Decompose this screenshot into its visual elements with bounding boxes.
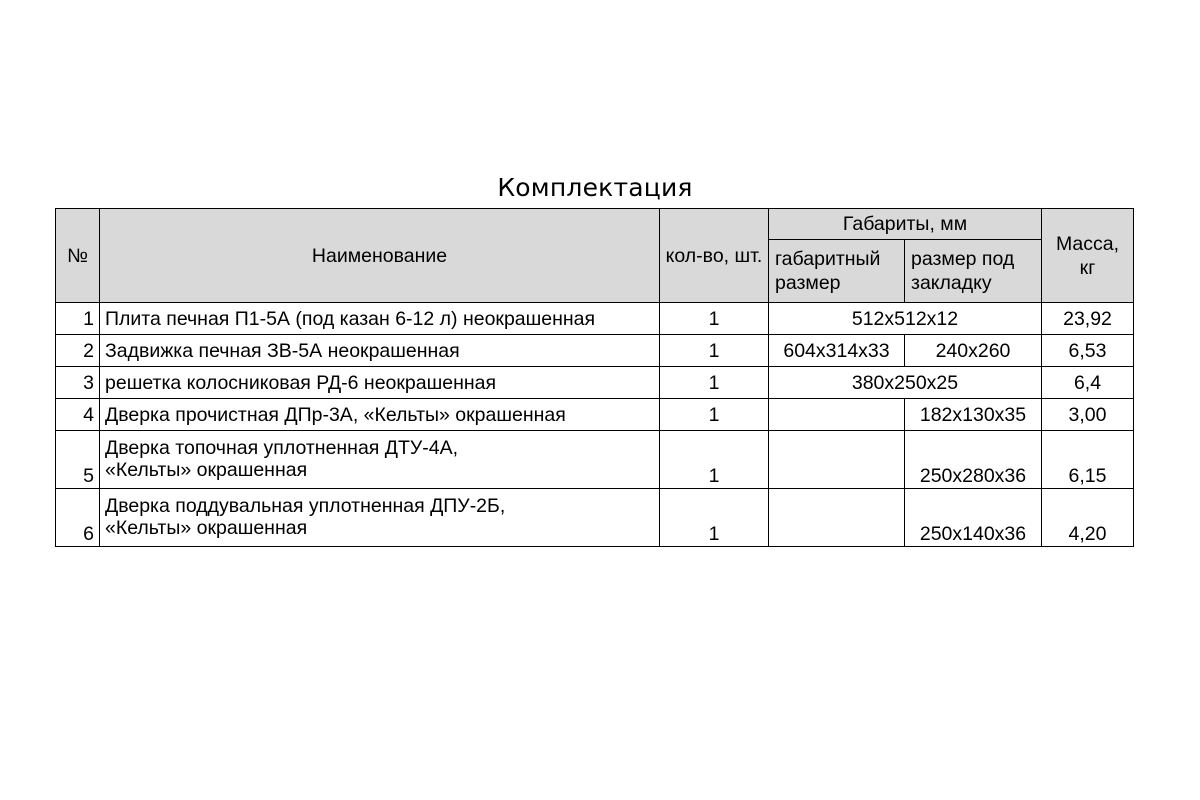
row-mass: 6,4 bbox=[1042, 367, 1134, 399]
row-qty: 1 bbox=[660, 303, 769, 335]
row-mass: 4,20 bbox=[1042, 489, 1134, 547]
header-name: Наименование bbox=[100, 209, 660, 303]
table-body bbox=[56, 303, 1134, 547]
row-dims-merged: 380х250х25 bbox=[769, 367, 1042, 399]
row-qty: 1 bbox=[660, 367, 769, 399]
table-row bbox=[56, 431, 1134, 489]
row-dims-merged: 512х512х12 bbox=[769, 303, 1042, 335]
header-dims-group: Габариты, мм bbox=[769, 209, 1042, 240]
row-num: 5 bbox=[56, 431, 100, 489]
row-qty: 1 bbox=[660, 335, 769, 367]
row-qty: 1 bbox=[660, 399, 769, 431]
table-title: Комплектация bbox=[497, 173, 693, 202]
header-num: № bbox=[56, 209, 100, 303]
row-num: 2 bbox=[56, 335, 100, 367]
row-num: 3 bbox=[56, 367, 100, 399]
row-num: 4 bbox=[56, 399, 100, 431]
row-name: Плита печная П1-5А (под казан 6-12 л) неокрашенная bbox=[100, 303, 660, 335]
row-dims-insert: 250х140х36 bbox=[905, 489, 1042, 547]
row-name: Задвижка печная ЗВ-5А неокрашенная bbox=[100, 335, 660, 367]
row-dims-insert: 250х280х36 bbox=[905, 431, 1042, 489]
table-row bbox=[56, 489, 1134, 547]
header-dims-insert: размер под закладку bbox=[905, 240, 1042, 303]
table-row bbox=[56, 367, 1134, 399]
equipment-table bbox=[55, 208, 1134, 547]
row-dims-overall: 604х314х33 bbox=[769, 335, 905, 367]
row-qty: 1 bbox=[660, 431, 769, 489]
table-row bbox=[56, 303, 1134, 335]
row-num: 1 bbox=[56, 303, 100, 335]
row-dims-overall bbox=[769, 431, 905, 489]
row-mass: 3,00 bbox=[1042, 399, 1134, 431]
row-name: Дверка топочная уплотненная ДТУ-4А, «Кельты» окрашенная bbox=[100, 431, 660, 489]
table-row bbox=[56, 399, 1134, 431]
header-qty: кол-во, шт. bbox=[660, 209, 769, 303]
header-mass: Масса, кг bbox=[1042, 209, 1134, 303]
row-name: Дверка поддувальная уплотненная ДПУ-2Б, «Кельты» окрашенная bbox=[100, 489, 660, 547]
row-mass: 6,53 bbox=[1042, 335, 1134, 367]
table-header bbox=[56, 209, 1134, 303]
row-name: Дверка прочистная ДПр-3А, «Кельты» окрашенная bbox=[100, 399, 660, 431]
header-dims-overall: габаритный размер bbox=[769, 240, 905, 303]
row-qty: 1 bbox=[660, 489, 769, 547]
row-dims-insert: 182х130х35 bbox=[905, 399, 1042, 431]
table-row bbox=[56, 335, 1134, 367]
row-name: решетка колосниковая РД-6 неокрашенная bbox=[100, 367, 660, 399]
row-num: 6 bbox=[56, 489, 100, 547]
row-mass: 23,92 bbox=[1042, 303, 1134, 335]
row-dims-overall bbox=[769, 399, 905, 431]
row-dims-insert: 240х260 bbox=[905, 335, 1042, 367]
row-mass: 6,15 bbox=[1042, 431, 1134, 489]
row-dims-overall bbox=[769, 489, 905, 547]
